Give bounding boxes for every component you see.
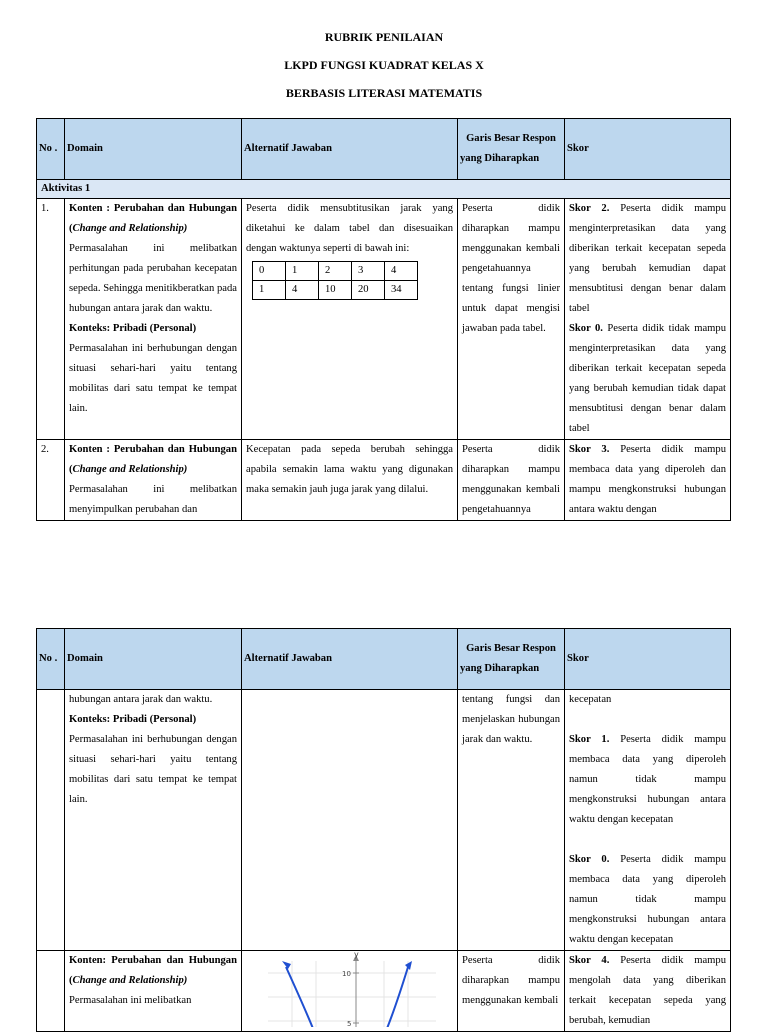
skor-text: Peserta didik mampu mengolah data yang diberikan terkait kecepatan sepeda yang berubah, kemudian	[569, 955, 726, 1026]
konteks-label: Konteks: Pribadi (Personal)	[69, 323, 197, 334]
konten-label: Konten : Perubahan dan Hubungan (	[69, 203, 237, 234]
table-cell: 10	[319, 281, 352, 300]
header-domain: Domain	[65, 119, 242, 180]
distance-time-table	[252, 261, 418, 300]
row-number: 1.	[37, 199, 65, 440]
tick-5: 5	[347, 1020, 352, 1028]
header-skor: Skor	[565, 629, 731, 690]
header-alternatif: Alternatif Jawaban	[242, 629, 458, 690]
domain-cell	[65, 951, 242, 1032]
table-cell: 34	[385, 281, 418, 300]
skor-cell	[565, 951, 731, 1032]
skor-cell	[565, 199, 731, 440]
konten-desc: Permasalahan ini melibatkan perhitungan pada perubahan kecepatan sepeda. Sehingga menitikberatkan pada hubungan antara jarak dan waktu.	[69, 243, 237, 314]
row-number	[37, 690, 65, 951]
table-cell: 4	[286, 281, 319, 300]
header-garis-besar: Garis Besar Respon yang Diharapkan	[458, 629, 565, 690]
skor-cell	[565, 440, 731, 521]
konten-label: Konten: Perubahan dan Hubungan (	[69, 955, 237, 986]
konten-label: Konten : Perubahan dan Hubungan (	[69, 444, 237, 475]
alternatif-cell	[242, 199, 458, 440]
table-row	[37, 440, 731, 521]
table-row	[37, 690, 731, 951]
title-lkpd: LKPD FUNGSI KUADRAT KELAS X	[284, 58, 484, 72]
header-domain: Domain	[65, 629, 242, 690]
skor-continued: kecepatan	[569, 694, 612, 705]
table-header-row	[37, 629, 731, 690]
rubric-table-page2	[36, 628, 731, 1032]
table-row	[37, 199, 731, 440]
skor-text: Peserta didik mampu menginterpretasikan data yang diberikan terkait kecepatan sepeda yang berubah kemudian dapat mensubtitusi dengan benar dalam tabel	[569, 203, 726, 314]
skor-label: Skor 2.	[569, 203, 610, 214]
table-cell: 0	[253, 262, 286, 281]
y-axis-label: y	[354, 951, 359, 959]
alternatif-cell	[242, 690, 458, 951]
konteks-desc: Permasalahan ini berhubungan dengan situasi sehari-hari yaitu tentang mobilitas dari satu tempat ke tempat lain.	[69, 343, 237, 414]
konten-desc: Permasalahan ini melibatkan menyimpulkan perubahan dan	[69, 484, 237, 515]
header-garis-besar: Garis Besar Respon yang Diharapkan	[458, 119, 565, 180]
domain-cell	[65, 690, 242, 951]
header-no: No .	[37, 629, 65, 690]
table-cell: 3	[352, 262, 385, 281]
row-number: 2.	[37, 440, 65, 521]
domain-cell	[65, 440, 242, 521]
konten-italic: Change and Relationship)	[72, 975, 188, 986]
garis-besar-cell: Peserta didik diharapkan mampu menggunakan kembali pengetahuannya tentang fungsi linier untuk dapat mengisi jawaban pada tabel.	[458, 199, 565, 440]
table-header-row	[37, 119, 731, 180]
alternatif-cell: Kecepatan pada sepeda berubah sehingga apabila semakin lama waktu yang digunakan maka semakin jauh juga jarak yang dilalui.	[242, 440, 458, 521]
garis-besar-cell: Peserta didik diharapkan mampu menggunakan kembali pengetahuannya	[458, 440, 565, 521]
garis-besar-cell: tentang fungsi dan menjelaskan hubungan jarak dan waktu.	[458, 690, 565, 951]
skor-label: Skor 4.	[569, 955, 610, 966]
skor-label: Skor 0.	[569, 323, 603, 334]
tick-10: 10	[342, 970, 351, 978]
konten-desc: Permasalahan ini melibatkan	[69, 995, 192, 1006]
activity-label: Aktivitas 1	[37, 180, 731, 199]
document-titles	[0, 30, 768, 114]
konteks-desc: Permasalahan ini berhubungan dengan situasi sehari-hari yaitu tentang mobilitas dari satu tempat ke tempat lain.	[69, 734, 237, 805]
header-skor: Skor	[565, 119, 731, 180]
skor-text: Peserta didik tidak mampu menginterpretasikan data yang diberikan terkait kecepatan sepeda yang berubah kemudian tidak dapat mensubtitusi dengan benar dalam tabel	[569, 323, 727, 434]
parabola-graph-svg	[246, 951, 453, 1027]
skor-label: Skor 0.	[569, 854, 610, 865]
header-no: No .	[37, 119, 65, 180]
skor-text: Peserta didik mampu membaca data yang diperoleh namun tidak mampu mengkonstruksi hubungan antara waktu dengan kecepatan	[569, 854, 726, 945]
row-number	[37, 951, 65, 1032]
skor-label: Skor 1.	[569, 734, 610, 745]
domain-cell	[65, 199, 242, 440]
title-literasi: BERBASIS LITERASI MATEMATIS	[285, 86, 483, 100]
header-alternatif: Alternatif Jawaban	[242, 119, 458, 180]
table-cell: 1	[253, 281, 286, 300]
table-cell: 20	[352, 281, 385, 300]
skor-cell	[565, 690, 731, 951]
table-row	[253, 262, 418, 281]
table-row	[253, 281, 418, 300]
konten-italic: Change and Relationship)	[72, 464, 188, 475]
table-cell: 1	[286, 262, 319, 281]
table-row	[37, 951, 731, 1032]
alternatif-text: Peserta didik mensubtitusikan jarak yang diketahui ke dalam tabel dan disesuaikan dengan waktunya seperti di bawah ini:	[246, 203, 453, 254]
title-rubrik: RUBRIK PENILAIAN	[324, 30, 444, 44]
skor-text: Peserta didik mampu membaca data yang diperoleh namun tidak mampu mengkonstruksi hubungan antara waktu dengan kecepatan	[569, 734, 726, 825]
skor-text: Peserta didik mampu membaca data yang diperoleh dan mampu mengkonstruksi hubungan antara waktu dengan	[569, 444, 726, 515]
konten-italic: Change and Relationship)	[72, 223, 188, 234]
parabola-graph	[246, 951, 453, 1027]
rubric-table-page1	[36, 118, 731, 521]
domain-continued: hubungan antara jarak dan waktu.	[69, 694, 213, 705]
alternatif-cell	[242, 951, 458, 1032]
activity-row	[37, 180, 731, 199]
table-cell: 2	[319, 262, 352, 281]
skor-label: Skor 3.	[569, 444, 610, 455]
table-cell: 4	[385, 262, 418, 281]
konteks-label: Konteks: Pribadi (Personal)	[69, 714, 197, 725]
garis-besar-cell: Peserta didik diharapkan mampu menggunakan kembali	[458, 951, 565, 1032]
